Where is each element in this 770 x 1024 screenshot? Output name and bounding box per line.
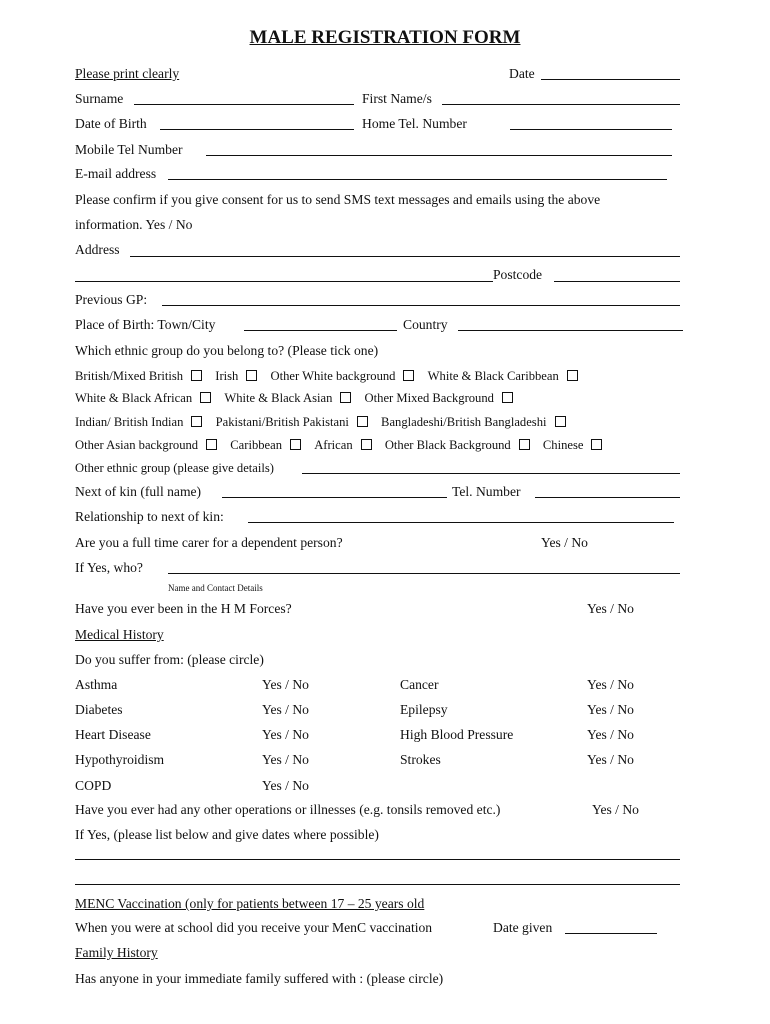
email-field[interactable]: [168, 179, 667, 180]
date-given-label: Date given: [493, 920, 553, 935]
ethnic-option-label: Irish: [215, 369, 239, 383]
suffer-from-question: Do you suffer from: (please circle): [75, 652, 264, 667]
menc-question: When you were at school did you receive your MenC vaccination: [75, 920, 433, 935]
ethnic-option-label: Other Asian background: [75, 438, 199, 452]
ethnic-option-label: African: [314, 438, 353, 452]
birth-town-field[interactable]: [244, 330, 397, 331]
postcode-label: Postcode: [493, 267, 543, 282]
ethnic-checkbox[interactable]: [340, 392, 351, 403]
condition-heart-disease-label: Heart Disease: [75, 727, 151, 742]
condition-hypothyroidism-yes-no[interactable]: Yes / No: [262, 752, 309, 767]
operations-list-instruction: If Yes, (please list below and give dates where possible): [75, 827, 379, 842]
consent-text-line2: information. Yes / No: [75, 217, 193, 232]
form-title: MALE REGISTRATION FORM: [249, 27, 521, 48]
ethnic-checkbox[interactable]: [246, 370, 257, 381]
condition-asthma-label: Asthma: [75, 677, 118, 692]
ethnic-option-label: Indian/ British Indian: [75, 415, 184, 429]
ethnic-row: [75, 390, 513, 406]
carer-yes-no[interactable]: Yes / No: [541, 535, 588, 550]
ethnic-row: [75, 368, 578, 384]
kin-tel-field[interactable]: [535, 497, 680, 498]
other-ethnic-label: Other ethnic group (please give details): [75, 461, 274, 475]
dob-field[interactable]: [160, 129, 354, 130]
operations-question: Have you ever had any other operations or illnesses (e.g. tonsils removed etc.): [75, 802, 501, 817]
ethnic-checkbox[interactable]: [567, 370, 578, 381]
operations-field-line2[interactable]: [75, 884, 680, 885]
operations-field-line1[interactable]: [75, 859, 680, 860]
place-of-birth-label: Place of Birth: Town/City: [75, 317, 216, 332]
condition-copd-label: COPD: [75, 778, 112, 793]
country-field[interactable]: [458, 330, 683, 331]
date-given-field[interactable]: [565, 933, 657, 934]
relationship-field[interactable]: [248, 522, 674, 523]
condition-diabetes-yes-no[interactable]: Yes / No: [262, 702, 309, 717]
date-field[interactable]: [541, 79, 680, 80]
carer-dependent-field[interactable]: [168, 573, 680, 574]
if-yes-who-label: If Yes, who?: [75, 560, 143, 575]
ethnic-checkbox[interactable]: [502, 392, 513, 403]
condition-epilepsy-yes-no[interactable]: Yes / No: [587, 702, 634, 717]
ethnic-option-label: Other Mixed Background: [364, 391, 494, 405]
condition-cancer-label: Cancer: [400, 677, 439, 692]
medical-history-heading: Medical History: [75, 627, 164, 642]
condition-hypothyroidism-label: Hypothyroidism: [75, 752, 165, 767]
home-tel-field[interactable]: [510, 129, 672, 130]
ethnic-checkbox[interactable]: [200, 392, 211, 403]
condition-high-bp-yes-no[interactable]: Yes / No: [587, 727, 634, 742]
postcode-field[interactable]: [554, 281, 680, 282]
ethnic-option-label: White & Black Asian: [224, 391, 333, 405]
condition-epilepsy-label: Epilepsy: [400, 702, 448, 717]
ethnic-checkbox[interactable]: [591, 439, 602, 450]
condition-cancer-yes-no[interactable]: Yes / No: [587, 677, 634, 692]
ethnic-checkbox[interactable]: [361, 439, 372, 450]
ethnic-checkbox[interactable]: [403, 370, 414, 381]
dob-label: Date of Birth: [75, 116, 147, 131]
condition-asthma-yes-no[interactable]: Yes / No: [262, 677, 309, 692]
relationship-label: Relationship to next of kin:: [75, 509, 224, 524]
family-history-question: Has anyone in your immediate family suffered with : (please circle): [75, 971, 444, 986]
condition-high-bp-label: High Blood Pressure: [400, 727, 514, 742]
mobile-label: Mobile Tel Number: [75, 142, 183, 157]
ethnic-row: [75, 437, 602, 453]
ethnic-checkbox[interactable]: [191, 416, 202, 427]
ethnic-option-label: Bangladeshi/British Bangladeshi: [381, 415, 547, 429]
country-label: Country: [403, 317, 448, 332]
mobile-field[interactable]: [206, 155, 672, 156]
address-field-line1[interactable]: [130, 256, 680, 257]
operations-yes-no[interactable]: Yes / No: [592, 802, 639, 817]
ethnic-checkbox[interactable]: [206, 439, 217, 450]
ethnic-option-label: Other White background: [270, 369, 396, 383]
ethnic-option-label: White & Black Caribbean: [427, 369, 559, 383]
condition-diabetes-label: Diabetes: [75, 702, 123, 717]
ethnic-checkbox[interactable]: [357, 416, 368, 427]
print-clearly-note: Please print clearly: [75, 66, 180, 81]
previous-gp-label: Previous GP:: [75, 292, 148, 307]
ethnic-checkbox[interactable]: [290, 439, 301, 450]
tel-number-label: Tel. Number: [452, 484, 521, 499]
email-label: E-mail address: [75, 166, 157, 181]
address-label: Address: [75, 242, 120, 257]
family-history-heading: Family History: [75, 945, 158, 960]
forces-yes-no[interactable]: Yes / No: [587, 601, 634, 616]
condition-strokes-label: Strokes: [400, 752, 441, 767]
first-name-field[interactable]: [442, 104, 680, 105]
next-of-kin-label: Next of kin (full name): [75, 484, 202, 499]
next-of-kin-field[interactable]: [222, 497, 447, 498]
ethnic-option-label: White & Black African: [75, 391, 193, 405]
ethnic-checkbox[interactable]: [519, 439, 530, 450]
condition-strokes-yes-no[interactable]: Yes / No: [587, 752, 634, 767]
ethnic-option-label: Pakistani/British Pakistani: [215, 415, 349, 429]
forces-question: Have you ever been in the H M Forces?: [75, 601, 292, 616]
previous-gp-field[interactable]: [162, 305, 680, 306]
ethnic-option-label: Other Black Background: [384, 438, 511, 452]
ethnic-row: [75, 414, 566, 430]
condition-heart-disease-yes-no[interactable]: Yes / No: [262, 727, 309, 742]
other-ethnic-field[interactable]: [302, 473, 680, 474]
ethnic-question: Which ethnic group do you belong to? (Please tick one): [75, 343, 379, 358]
condition-copd-yes-no[interactable]: Yes / No: [262, 778, 309, 793]
consent-text-line1: Please confirm if you give consent for us to send SMS text messages and emails using the above: [75, 192, 601, 207]
ethnic-checkbox[interactable]: [191, 370, 202, 381]
address-field-line2[interactable]: [75, 281, 493, 282]
ethnic-option-label: Caribbean: [230, 438, 283, 452]
surname-field[interactable]: [134, 104, 354, 105]
name-contact-hint: Name and Contact Details: [168, 583, 263, 593]
surname-label: Surname: [75, 91, 124, 106]
ethnic-option-label: British/Mixed British: [75, 369, 184, 383]
home-tel-label: Home Tel. Number: [362, 116, 467, 131]
ethnic-checkbox[interactable]: [555, 416, 566, 427]
date-label: Date: [509, 66, 535, 81]
carer-question: Are you a full time carer for a dependent person?: [75, 535, 343, 550]
menc-heading: MENC Vaccination (only for patients between 17 – 25 years old: [75, 896, 425, 911]
ethnic-option-label: Chinese: [542, 438, 584, 452]
first-name-label: First Name/s: [362, 91, 432, 106]
